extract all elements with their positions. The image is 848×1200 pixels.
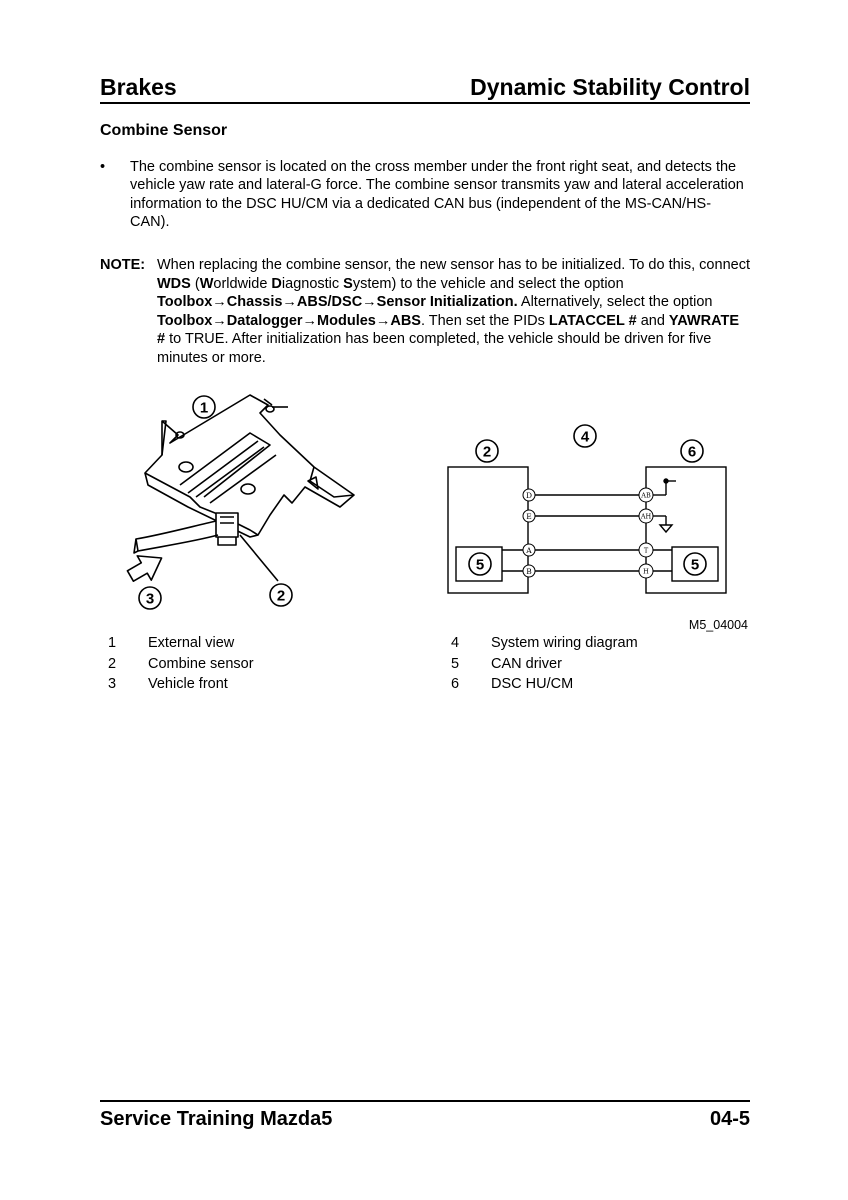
section-title: Combine Sensor <box>100 122 228 139</box>
callout-2-diagram: 2 <box>482 443 492 461</box>
note-text: ystem) to the vehicle and select the option <box>352 275 624 292</box>
legend-item <box>443 633 743 654</box>
note-d: D <box>271 275 282 292</box>
pin-left-a: A <box>526 545 532 555</box>
legend-num: 5 <box>451 655 460 672</box>
wiring-diagram <box>448 467 726 593</box>
legend-label: System wiring diagram <box>491 635 638 651</box>
note-label: NOTE: <box>100 257 146 273</box>
legend-right <box>443 633 743 695</box>
legend-label: Combine sensor <box>148 655 254 672</box>
dsc-hucm-box <box>643 467 726 593</box>
note-text: orldwide <box>213 275 272 292</box>
callout-2-external: 2 <box>276 587 286 605</box>
legend-label: DSC HU/CM <box>491 676 574 692</box>
pin-left-b: B <box>526 566 532 576</box>
note-menu-path-1: Toolbox→Chassis→ABS/DSC→Sensor Initialization. <box>157 294 518 311</box>
bullet-paragraph <box>100 158 750 232</box>
wiring-pins-left <box>523 489 535 577</box>
pin-right-h: H <box>643 567 649 576</box>
bullet-symbol: • <box>100 159 106 175</box>
pin-right-ah: AH <box>640 512 652 521</box>
callout-5-right: 5 <box>690 556 700 574</box>
figure-code: M5_04004 <box>688 618 748 632</box>
legend-label: CAN driver <box>491 655 562 672</box>
note-text: When replacing the combine sensor, the new sensor has to be initialized. To do this, connect <box>157 257 750 273</box>
note-body <box>157 256 750 368</box>
external-view-drawing <box>123 395 354 588</box>
legend-item <box>443 654 743 675</box>
note-text: Alternatively, select the option <box>517 294 713 311</box>
note-text: to TRUE. After initialization has been completed, the vehicle should be driven for five minutes or more. <box>157 331 712 366</box>
legend-num: 4 <box>451 635 460 651</box>
callout-6: 6 <box>687 443 697 461</box>
legend-item <box>443 674 743 695</box>
legend-item <box>100 654 400 675</box>
note-text: . Then set the PIDs <box>420 312 549 329</box>
callout-5-left: 5 <box>475 556 485 574</box>
note-text: and <box>636 312 669 329</box>
header-topic: Dynamic Stability Control <box>470 74 750 100</box>
footer-title: Service Training Mazda5 <box>100 1108 333 1130</box>
callout-markers-right <box>469 425 706 575</box>
callout-3: 3 <box>145 590 155 608</box>
legend-left <box>100 633 400 695</box>
pin-left-e: E <box>526 511 532 521</box>
legend-label: Vehicle front <box>148 676 228 692</box>
legend-num: 1 <box>108 635 117 651</box>
note-text: iagnostic <box>281 275 344 292</box>
note-menu-path-2: Toolbox→Datalogger→Modules→ABS <box>157 312 421 329</box>
note-pid-1: LATACCEL # <box>548 312 637 329</box>
page-header <box>100 72 750 104</box>
page-number: 04-5 <box>709 1108 750 1130</box>
header-chapter: Brakes <box>100 74 177 100</box>
sensor-figure <box>100 385 750 615</box>
combine-sensor-box <box>448 467 528 593</box>
legend-num: 3 <box>108 676 117 692</box>
callout-1: 1 <box>199 399 209 417</box>
legend-num: 2 <box>108 655 117 672</box>
note-pid-2: YAWRATE # <box>157 312 740 348</box>
pin-right-t: T <box>643 546 649 555</box>
pin-left-d: D <box>525 490 533 500</box>
callout-4: 4 <box>580 428 590 446</box>
page-footer <box>100 1100 750 1132</box>
note-text: ( <box>190 275 200 292</box>
legend-item <box>100 633 400 654</box>
legend-num: 6 <box>451 676 460 692</box>
bullet-text: The combine sensor is located on the cross member under the front right seat, and detects the vehicle yaw rate and lateral-G force. The combine sensor transmits yaw and lateral acceleration information to the DSC HU/CM via a dedicated CAN bus (independent of the MS-CAN/HS-CAN). <box>130 159 744 231</box>
note-w: W <box>199 275 214 292</box>
pin-right-ab: AB <box>641 491 651 500</box>
note-s: S <box>343 275 353 292</box>
legend-label: External view <box>148 635 235 651</box>
note-wds: WDS <box>157 275 191 292</box>
note-block <box>100 256 750 368</box>
legend-item <box>100 674 400 695</box>
